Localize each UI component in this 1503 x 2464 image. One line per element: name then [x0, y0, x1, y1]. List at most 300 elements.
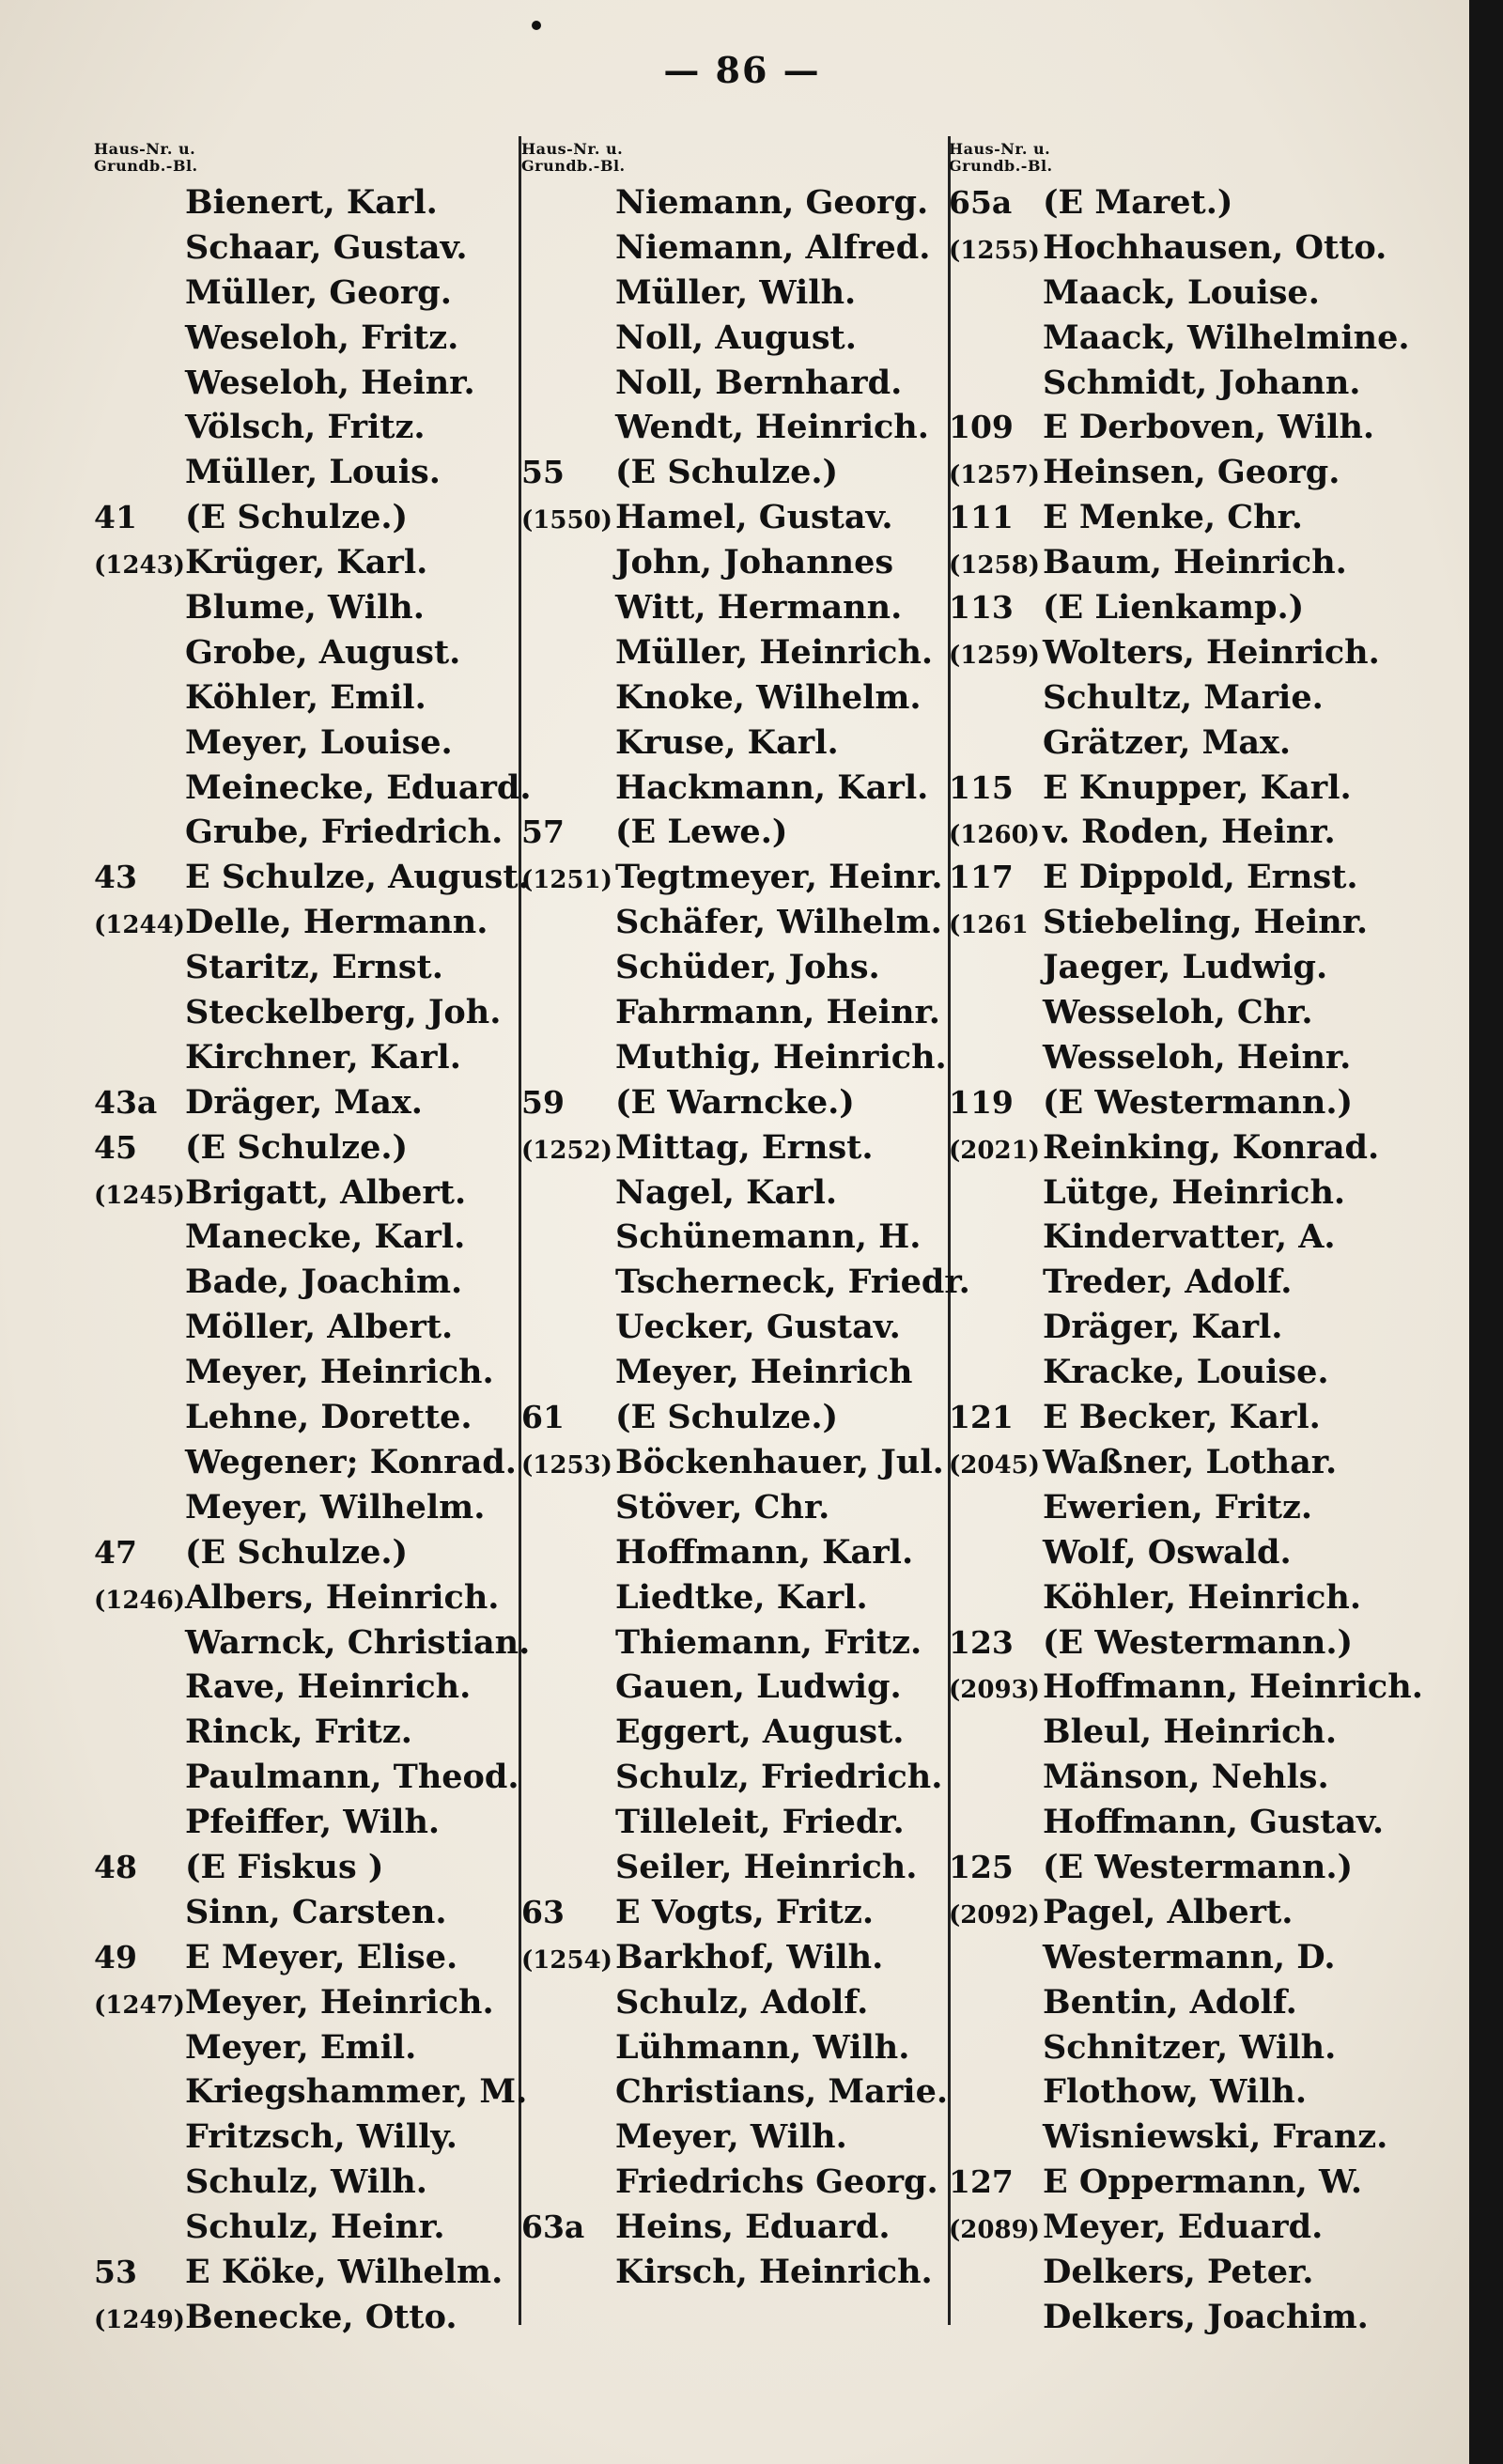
entry-row — [521, 1575, 953, 1620]
resident-name: Müller, Georg. — [185, 272, 452, 312]
entry-row — [94, 945, 526, 990]
resident-name: Niemann, Alfred. — [615, 227, 931, 267]
column-header-line: Grundb.-Bl. — [94, 157, 198, 175]
entry-row — [94, 1395, 526, 1440]
entry-row — [521, 1350, 953, 1395]
resident-name: Kruse, Karl. — [615, 722, 839, 762]
resident-name: Wolters, Heinrich. — [1043, 632, 1380, 672]
entry-row — [521, 495, 953, 540]
entry-row — [949, 2069, 1437, 2115]
page-number: — 86 — — [663, 49, 821, 91]
resident-name: Rave, Heinrich. — [185, 1667, 472, 1707]
resident-name: Wesseloh, Chr. — [1043, 993, 1313, 1032]
resident-name: Brigatt, Albert. — [185, 1172, 467, 1212]
resident-name: Schnitzer, Wilh. — [1043, 2027, 1337, 2067]
house-number: (2045) — [949, 1450, 1040, 1480]
entry-row — [94, 1620, 531, 1666]
entry-row — [521, 585, 953, 630]
entry-row — [949, 1080, 1437, 1125]
entry-row — [521, 1665, 953, 1710]
resident-name: Weseloh, Heinr. — [185, 363, 475, 402]
resident-name: Waßner, Lothar. — [1043, 1442, 1338, 1481]
entry-row — [94, 405, 526, 450]
entry-row — [94, 990, 526, 1035]
house-number: (1251) — [521, 866, 612, 895]
house-number: 49 — [94, 1938, 137, 1976]
resident-name: Noll, August. — [615, 318, 857, 357]
resident-name: (E Westermann.) — [1043, 1847, 1354, 1886]
entry-row — [94, 1215, 526, 1260]
resident-name: Möller, Albert. — [185, 1308, 454, 1347]
entry-row — [94, 1080, 526, 1125]
entry-row — [949, 900, 1437, 945]
entry-row — [949, 540, 1437, 585]
entry-row — [949, 1575, 1437, 1620]
entry-row — [94, 855, 530, 900]
house-number: 115 — [949, 768, 1014, 806]
entry-row — [521, 361, 953, 406]
entry-row — [94, 1485, 526, 1530]
entry-row — [94, 1125, 526, 1170]
entry-row — [521, 316, 953, 361]
resident-name: Wendt, Heinrich. — [615, 408, 929, 447]
column-2 — [521, 140, 970, 2295]
resident-name: Kirsch, Heinrich. — [615, 2252, 933, 2291]
resident-name: Hackmann, Karl. — [615, 767, 929, 807]
resident-name: Heins, Eduard. — [615, 2208, 891, 2247]
entry-row — [521, 450, 953, 495]
resident-name: E Knupper, Karl. — [1043, 767, 1352, 807]
resident-name: v. Roden, Heinr. — [1043, 813, 1336, 852]
resident-name: Grobe, August. — [185, 632, 461, 672]
entry-row — [521, 1755, 953, 1800]
entry-row — [949, 2250, 1437, 2295]
resident-name: Mänson, Nehls. — [1043, 1758, 1329, 1797]
entry-row — [949, 1710, 1437, 1755]
entry-row — [949, 316, 1437, 361]
entry-row — [94, 585, 526, 630]
entry-row — [949, 1035, 1437, 1080]
column-3 — [949, 141, 1437, 2340]
entry-row — [94, 630, 526, 675]
resident-name: (E Schulze.) — [615, 453, 839, 492]
resident-name: Maack, Wilhelmine. — [1043, 318, 1410, 357]
entry-row — [521, 1530, 953, 1575]
entry-row — [949, 810, 1437, 855]
resident-name: Westermann, D. — [1043, 1937, 1336, 1976]
column-header — [521, 141, 953, 175]
house-number: 53 — [94, 2253, 137, 2290]
resident-name: Tscherneck, Friedr. — [615, 1263, 970, 1302]
entry-row — [521, 2250, 953, 2295]
resident-name: Schmidt, Johann. — [1043, 363, 1361, 402]
resident-name: Stiebeling, Heinr. — [1043, 903, 1369, 942]
house-number: 127 — [949, 2163, 1014, 2201]
resident-name: Schulz, Heinr. — [185, 2208, 445, 2247]
resident-name: Thiemann, Fritz. — [615, 1622, 922, 1662]
resident-name: Delle, Hermann. — [185, 903, 488, 942]
entry-list — [521, 180, 970, 2295]
entry-row — [94, 1935, 526, 1980]
resident-name: Wesseloh, Heinr. — [1043, 1037, 1352, 1077]
house-number: (1255) — [949, 236, 1040, 265]
entry-list — [94, 180, 532, 2340]
house-number: 111 — [949, 499, 1014, 536]
entry-row — [94, 2069, 526, 2115]
resident-name: Böckenhauer, Jul. — [615, 1442, 944, 1481]
column-1 — [94, 140, 532, 2340]
resident-name: (E Lienkamp.) — [1043, 588, 1305, 628]
entry-row — [521, 1260, 970, 1305]
house-number: 125 — [949, 1848, 1014, 1885]
entry-row — [949, 1755, 1437, 1800]
resident-name: (E Westermann.) — [1043, 1622, 1354, 1662]
resident-name: Schulz, Adolf. — [615, 1982, 869, 2022]
column-header-line: Grundb.-Bl. — [521, 157, 626, 175]
entry-row — [521, 1305, 953, 1350]
entry-row — [521, 2069, 953, 2115]
entry-row — [949, 675, 1437, 721]
resident-name: Schulz, Wilh. — [185, 2162, 427, 2202]
entry-row — [949, 1440, 1437, 1485]
entry-row — [949, 1395, 1437, 1440]
entry-row — [521, 630, 953, 675]
resident-name: Bade, Joachim. — [185, 1263, 463, 1302]
entry-row — [521, 1485, 953, 1530]
entry-row — [949, 1170, 1437, 1216]
column-header-line: Grundb.-Bl. — [949, 157, 1053, 175]
resident-name: Staritz, Ernst. — [185, 948, 443, 987]
house-number: 57 — [521, 814, 565, 851]
house-number: (1244) — [94, 911, 185, 940]
resident-name: Köhler, Emil. — [185, 677, 426, 717]
resident-name: Wolf, Oswald. — [1043, 1532, 1292, 1572]
entry-row — [949, 1935, 1437, 1980]
entry-row — [949, 1980, 1437, 2025]
resident-name: Kirchner, Karl. — [185, 1037, 461, 1077]
entry-row — [521, 1440, 953, 1485]
house-number: (1249) — [94, 2305, 185, 2334]
entry-row — [949, 630, 1437, 675]
entry-row — [94, 1035, 526, 1080]
entry-row — [521, 1935, 953, 1980]
resident-name: Barkhof, Wilh. — [615, 1937, 884, 1976]
entry-row — [94, 675, 526, 721]
house-number: 65a — [949, 184, 1013, 221]
resident-name: Bienert, Karl. — [185, 183, 438, 222]
entry-row — [949, 1215, 1437, 1260]
entry-row — [949, 271, 1437, 316]
entry-row — [94, 1350, 526, 1395]
house-number: (1254) — [521, 1945, 612, 1975]
resident-name: Meyer, Heinrich. — [185, 1353, 494, 1392]
house-number: (1260) — [949, 821, 1040, 850]
entry-row — [521, 1890, 953, 1935]
entry-row — [521, 855, 953, 900]
entry-row — [521, 766, 953, 811]
resident-name: E Becker, Karl. — [1043, 1398, 1321, 1437]
resident-name: Albers, Heinrich. — [185, 1577, 500, 1617]
resident-name: Lühmann, Wilh. — [615, 2027, 910, 2067]
entry-row — [521, 675, 953, 721]
entry-row — [521, 810, 953, 855]
entry-row — [94, 721, 526, 766]
resident-name: Nagel, Karl. — [615, 1172, 838, 1212]
house-number: 63 — [521, 1893, 565, 1930]
entry-row — [521, 2160, 953, 2205]
entry-row — [521, 945, 953, 990]
resident-name: Schulz, Friedrich. — [615, 1758, 943, 1797]
resident-name: Reinking, Konrad. — [1043, 1127, 1380, 1167]
entry-row — [94, 1800, 526, 1845]
resident-name: Krüger, Karl. — [185, 543, 428, 582]
entry-row — [521, 721, 953, 766]
resident-name: Pfeiffer, Wilh. — [185, 1803, 441, 1842]
entry-row — [521, 2025, 953, 2070]
entry-row — [521, 1080, 953, 1125]
house-number: (1245) — [94, 1181, 185, 1210]
house-number: 109 — [949, 409, 1014, 446]
entry-row — [94, 1755, 526, 1800]
entry-row — [949, 2160, 1437, 2205]
resident-name: Christians, Marie. — [615, 2072, 949, 2112]
resident-name: Meyer, Wilh. — [615, 2117, 847, 2157]
entry-row — [949, 495, 1437, 540]
entry-row — [94, 2160, 526, 2205]
resident-name: (E Maret.) — [1043, 183, 1233, 222]
resident-name: Kracke, Louise. — [1043, 1353, 1329, 1392]
house-number: (1252) — [521, 1136, 612, 1165]
resident-name: Hochhausen, Otto. — [1043, 227, 1387, 267]
house-number: (1261 — [949, 911, 1029, 940]
resident-name: Völsch, Fritz. — [185, 408, 426, 447]
house-number: (2021) — [949, 1136, 1040, 1165]
resident-name: Mittag, Ernst. — [615, 1127, 874, 1167]
resident-name: Uecker, Gustav. — [615, 1308, 901, 1347]
entry-row — [521, 900, 953, 945]
resident-name: Bleul, Heinrich. — [1043, 1712, 1338, 1752]
resident-name: Tegtmeyer, Heinr. — [615, 858, 943, 897]
entry-row — [94, 2115, 526, 2160]
column-header — [949, 141, 1437, 175]
entry-row — [949, 1800, 1437, 1845]
house-number: 123 — [949, 1623, 1014, 1661]
entry-row — [521, 1845, 953, 1890]
resident-name: Friedrichs Georg. — [615, 2162, 938, 2202]
resident-name: Wisniewski, Franz. — [1043, 2117, 1388, 2157]
resident-name: Müller, Wilh. — [615, 272, 857, 312]
house-number: (1258) — [949, 551, 1040, 581]
resident-name: Wegener; Konrad. — [185, 1442, 517, 1481]
resident-name: E Dippold, Ernst. — [1043, 858, 1358, 897]
resident-name: Lehne, Dorette. — [185, 1398, 473, 1437]
resident-name: Paulmann, Theod. — [185, 1758, 519, 1797]
resident-name: Stöver, Chr. — [615, 1487, 830, 1526]
column-header-line: Haus-Nr. u. — [94, 140, 196, 158]
entry-row — [949, 361, 1437, 406]
resident-name: Pagel, Albert. — [1043, 1892, 1294, 1931]
resident-name: Noll, Bernhard. — [615, 363, 903, 402]
house-number: 45 — [94, 1128, 137, 1166]
resident-name: Müller, Louis. — [185, 453, 441, 492]
resident-name: Schaar, Gustav. — [185, 227, 468, 267]
resident-name: E Vogts, Fritz. — [615, 1892, 875, 1931]
entry-row — [94, 180, 526, 225]
ink-dot — [532, 21, 541, 30]
entry-row — [94, 1980, 526, 2025]
entry-row — [949, 2025, 1437, 2070]
entry-row — [521, 1215, 953, 1260]
entry-row — [521, 1125, 953, 1170]
entry-row — [521, 2115, 953, 2160]
entry-row — [94, 1845, 526, 1890]
resident-name: Hamel, Gustav. — [615, 498, 893, 537]
house-number: 55 — [521, 454, 565, 491]
resident-name: Meyer, Eduard. — [1043, 2208, 1324, 2247]
resident-name: Hoffmann, Gustav. — [1043, 1803, 1385, 1842]
house-number: (1243) — [94, 551, 185, 581]
entry-row — [521, 540, 953, 585]
entry-row — [949, 1125, 1437, 1170]
resident-name: Benecke, Otto. — [185, 2297, 457, 2336]
resident-name: Delkers, Joachim. — [1043, 2297, 1369, 2336]
house-number: (2093) — [949, 1676, 1040, 1705]
entry-row — [94, 810, 526, 855]
resident-name: Meinecke, Eduard. — [185, 767, 532, 807]
entry-row — [949, 1350, 1437, 1395]
entry-row — [94, 1305, 526, 1350]
house-number: (1257) — [949, 461, 1040, 490]
house-number: 121 — [949, 1399, 1014, 1436]
house-number: 43 — [94, 859, 137, 896]
resident-name: Ewerien, Fritz. — [1043, 1487, 1313, 1526]
resident-name: Flothow, Wilh. — [1043, 2072, 1308, 2112]
entry-row — [94, 1260, 526, 1305]
entry-row — [521, 1800, 953, 1845]
entry-row — [949, 1305, 1437, 1350]
resident-name: Dräger, Max. — [185, 1082, 423, 1122]
resident-name: Meyer, Heinrich — [615, 1353, 913, 1392]
house-number: 59 — [521, 1083, 565, 1121]
resident-name: Grätzer, Max. — [1043, 722, 1292, 762]
entry-row — [94, 225, 526, 271]
entry-row — [94, 2025, 526, 2070]
resident-name: Treder, Adolf. — [1043, 1263, 1293, 1302]
resident-name: John, Johannes — [615, 543, 894, 582]
column-header-line: Haus-Nr. u. — [521, 140, 624, 158]
scan-border — [1469, 0, 1503, 2464]
resident-name: Steckelberg, Joh. — [185, 993, 502, 1032]
resident-name: (E Westermann.) — [1043, 1082, 1354, 1122]
house-number: (1253) — [521, 1450, 612, 1480]
resident-name: (E Schulze.) — [185, 1127, 409, 1167]
resident-name: Bentin, Adolf. — [1043, 1982, 1297, 2022]
entry-row — [94, 495, 526, 540]
resident-name: Eggert, August. — [615, 1712, 905, 1752]
resident-name: Jaeger, Ludwig. — [1043, 948, 1328, 987]
resident-name: Heinsen, Georg. — [1043, 453, 1340, 492]
house-number: (1550) — [521, 506, 612, 535]
resident-name: Rinck, Fritz. — [185, 1712, 412, 1752]
entry-row — [521, 1620, 953, 1666]
entry-row — [94, 1710, 526, 1755]
resident-name: Liedtke, Karl. — [615, 1577, 868, 1617]
resident-name: E Menke, Chr. — [1043, 498, 1303, 537]
entry-row — [521, 271, 953, 316]
column-header-line: Haus-Nr. u. — [949, 140, 1051, 158]
entry-row — [521, 990, 953, 1035]
resident-name: Delkers, Peter. — [1043, 2252, 1314, 2291]
resident-name: (E Lewe.) — [615, 813, 788, 852]
resident-name: Schünemann, H. — [615, 1217, 922, 1257]
resident-name: Manecke, Karl. — [185, 1217, 466, 1257]
resident-name: Grube, Friedrich. — [185, 813, 504, 852]
resident-name: E Meyer, Elise. — [185, 1937, 458, 1976]
resident-name: Meyer, Emil. — [185, 2027, 417, 2067]
resident-name: E Derboven, Wilh. — [1043, 408, 1375, 447]
entry-row — [94, 1170, 526, 1216]
entry-row — [949, 2115, 1437, 2160]
entry-row — [94, 1575, 526, 1620]
entry-list — [949, 180, 1437, 2340]
resident-name: E Köke, Wilhelm. — [185, 2252, 504, 2291]
entry-row — [94, 450, 526, 495]
entry-row — [949, 1845, 1437, 1890]
resident-name: Blume, Wilh. — [185, 588, 425, 628]
entry-row — [94, 766, 532, 811]
house-number: 113 — [949, 589, 1014, 627]
resident-name: Schultz, Marie. — [1043, 677, 1324, 717]
entry-row — [949, 1530, 1437, 1575]
house-number: 43a — [94, 1083, 158, 1121]
resident-name: E Schulze, August. — [185, 858, 530, 897]
resident-name: Schäfer, Wilhelm. — [615, 903, 942, 942]
entry-row — [94, 1440, 526, 1485]
entry-row — [521, 180, 953, 225]
resident-name: (E Warncke.) — [615, 1082, 855, 1122]
house-number: (2089) — [949, 2216, 1040, 2245]
entry-row — [949, 180, 1437, 225]
resident-name: Fritzsch, Willy. — [185, 2117, 457, 2157]
resident-name: (E Schulze.) — [185, 1532, 409, 1572]
resident-name: (E Schulze.) — [185, 498, 409, 537]
entry-row — [949, 1890, 1437, 1935]
house-number: 47 — [94, 1533, 137, 1571]
entry-row — [94, 1890, 526, 1935]
entry-row — [94, 361, 526, 406]
resident-name: Kindervatter, A. — [1043, 1217, 1336, 1257]
house-number: 41 — [94, 499, 137, 536]
entry-row — [94, 2205, 526, 2250]
entry-row — [949, 766, 1437, 811]
entry-row — [949, 2295, 1437, 2340]
entry-row — [94, 316, 526, 361]
resident-name: Baum, Heinrich. — [1043, 543, 1347, 582]
entry-row — [949, 1620, 1437, 1666]
resident-name: Köhler, Heinrich. — [1043, 1577, 1362, 1617]
resident-name: Lütge, Heinrich. — [1043, 1172, 1346, 1212]
entry-row — [521, 1035, 953, 1080]
resident-name: Witt, Hermann. — [615, 588, 903, 628]
column-header — [94, 141, 526, 175]
house-number: (1259) — [949, 641, 1040, 670]
entry-row — [949, 855, 1437, 900]
entry-row — [521, 405, 953, 450]
house-number: 48 — [94, 1848, 137, 1885]
entry-row — [949, 990, 1437, 1035]
resident-name: Gauen, Ludwig. — [615, 1667, 902, 1707]
entry-row — [94, 271, 526, 316]
